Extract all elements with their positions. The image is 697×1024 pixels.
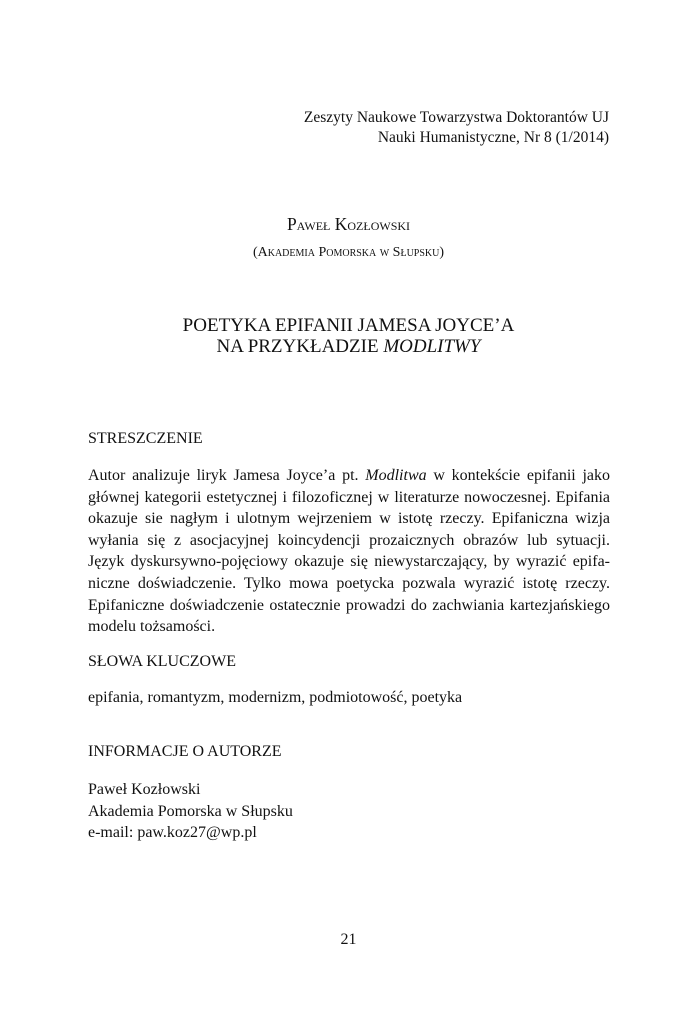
keywords-heading: SŁOWA KLUCZOWE <box>88 653 236 670</box>
title-line-2 <box>0 336 697 357</box>
abstract-body <box>88 465 610 638</box>
contact-institution: Akademia Pomorska w Słupsku <box>88 802 293 820</box>
author-contact <box>88 779 293 844</box>
author-name: Paweł Kozłowski <box>286 214 411 234</box>
abstract-line: niczne doświadczenie. Tylko mowa poetycka pozwala wyrazić istotę rzeczy. <box>88 574 610 592</box>
article-title <box>0 315 697 357</box>
abstract-line: okazuje sie nagłym i ulotnym wejrzeniem w istotę rzeczy. Epifaniczna wizja <box>88 510 610 528</box>
abstract-line: Język dyskursywno-pojęciowy okazuje się niewystarczający, by wyrazić epifa- <box>88 553 610 571</box>
keywords-text: epifania, romantyzm, modernizm, podmiotowość, poetyka <box>88 689 463 706</box>
contact-email: e-mail: paw.koz27@wp.pl <box>88 824 257 841</box>
title-line-1: POETYKA EPIFANII JAMESA JOYCE’A <box>182 315 515 336</box>
abstract-line: wyłania się z asocjacyjnej koincydencji prozaicznych obrazów lub sytuacji. <box>88 531 610 549</box>
journal-issue: Nauki Humanistyczne, Nr 8 (1/2014) <box>377 129 609 146</box>
title-line-2-italic: MODLITWY <box>383 336 481 357</box>
abstract-line: Autor analizuje liryk Jamesa Joyce’a pt. Modlitwa w kontekście epifanii jako <box>88 467 611 484</box>
journal-header <box>304 108 609 148</box>
title-line-2-prefix: NA PRZYKŁADZIE <box>216 336 384 357</box>
author-affiliation: (Akademia Pomorska w Słupsku) <box>252 245 445 260</box>
journal-name: Zeszyty Naukowe Towarzystwa Doktorantów UJ <box>303 109 609 126</box>
contact-name: Paweł Kozłowski <box>88 781 201 798</box>
abstract-line: głównej kategorii estetycznej i filozoficznej w literaturze nowoczesnej. Epifania <box>88 488 610 506</box>
abstract-line: modelu tożsamości. <box>88 618 216 636</box>
abstract-line: Epifaniczne doświadczenie ostatecznie prowadzi do zachwiania kartezjańskiego <box>88 596 610 614</box>
page-number: 21 <box>340 931 357 948</box>
author-info-heading: INFORMACJE O AUTORZE <box>88 743 282 760</box>
abstract-heading: STRESZCZENIE <box>88 430 203 447</box>
